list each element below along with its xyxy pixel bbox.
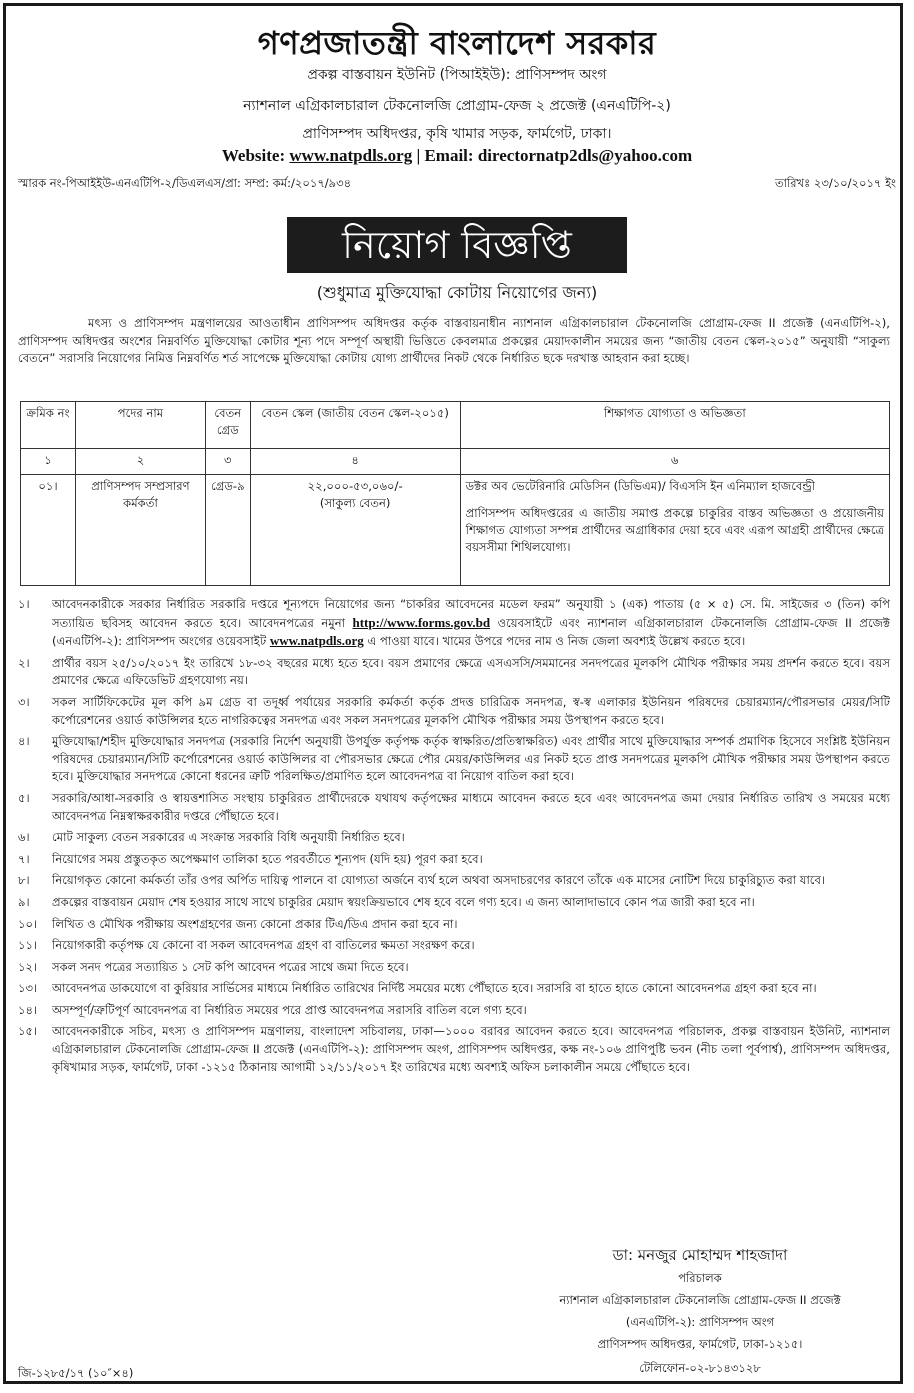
scale-value: ২২,০০০-৫৩,০৬০/- [307, 479, 403, 493]
experience-text: প্রাণিসম্পদ অধিদপ্তরের এ জাতীয় সমাপ্ত প্রকল্পে চাকুরির বাস্তব অভিজ্ঞতা ও প্রয়োজনীয় শিক্ষাগত যোগ্যতা সম্পন্ন প্রার্থীদের অগ্রাধিকার দেয়া হবে এবং এরূপ আগ্রহী প্রার্থীদের ক্ষেত্রে বয়সসীমা শিথিলযোগ্য। [465, 506, 884, 554]
item-number: ২। [18, 655, 30, 670]
list-item [18, 694, 890, 729]
item-text: মোট সাকুল্য বেতন সরকারের এ সংক্রান্ত সরকারি বিধি অনুযায়ী নির্ধারিত হবে। [52, 830, 405, 845]
signatory-name: ডা: মনজুর মোহাম্মদ শাহজাদা [612, 1246, 788, 1264]
list-item [18, 937, 890, 955]
contact-line [0, 146, 914, 166]
forms-link[interactable]: http://www.forms.gov.bd [352, 614, 491, 630]
list-item [18, 872, 890, 890]
text-part: এ পাওয়া যাবে। খামের উপরে পদের নাম ও নিজ জেলা অবশ্যই উল্লেখ করতে হবে। [363, 634, 746, 649]
item-text: প্রকল্পের বাস্তবায়ন মেয়াদ শেষ হওয়ার সাথে সাথে চাকুরির মেয়াদ স্বয়ংক্রিয়ভাবে শেষ হবে বলে গণ্য হবে। এ জন্য আলাদাভাবে কোন পত্র জারী করা হবে না। [52, 894, 755, 909]
notice-subtitle: (শুধুমাত্র মুক্তিযোদ্ধা কোটায় নিয়োগের জন্য) [316, 283, 598, 302]
intro-paragraph: মৎস্য ও প্রাণিসম্পদ মন্ত্রণালয়ের আওতাধীন প্রাণিসম্পদ অধিদপ্তর কর্তৃক বাস্তবায়নাধীন ন্যাশনাল এগ্রিকালচারাল টেকনোলজি প্রোগ্রাম-ফেজ II প্রজেক্ট (এনএটিপি-২), প্রাণিসম্পদ অধিদপ্তর অংশের নিম্নবর্ণিত মুক্তিযোদ্ধা কোটার শূন্য পদে সম্পূর্ণ অস্থায়ী ভিত্তিতে কেবলমাত্র প্রকল্পের মেয়াদকালীন সময়ের জন্য “জাতীয় বেতন স্কেল-২০১৫” অনুযায়ী “সাকুল্য বেতনে” সরাসরি নিয়োগের নিমিত্ত নিম্নবর্ণিত শর্ত সাপেক্ষে মুক্তিযোদ্ধা কোটায় যোগ্য প্রার্থীদের নিকট থেকে নির্ধারিত ছকে দরখাস্ত আহবান করা হচ্ছে। [18, 316, 890, 365]
publication-code: জি-১২৮৫/১৭ (১০″×৪) [18, 1366, 134, 1380]
qualification-text: ডক্টর অব ভেটেরিনারি মেডিসিন (ডিভিএম)/ বিএসসি ইন এনিম্যাল হাজবেন্ড্রী [465, 479, 816, 493]
col-number: ১ [21, 449, 76, 475]
text-part: ওয়েবসাইটে এবং ন্যাশনাল এগ্রিকালচারাল টেকনোলজি প্রোগ্রাম-ফেজ II প্রজেক্ট (এনএটিপি-২): প্রাণিসম্পদ অংগের ওয়েবসাইট [52, 615, 890, 649]
signatory-line-1: ন্যাশনাল এগ্রিকালচারাল টেকনোলজি প্রোগ্রাম-ফেজ II প্রজেক্ট [559, 1293, 841, 1307]
cell-qualification [460, 475, 889, 586]
notice-date: তারিখঃ ২৩/১০/২০১৭ ইং [774, 176, 896, 190]
col-number: ২ [76, 449, 206, 475]
posts-table [20, 401, 890, 586]
conditions-list [18, 596, 890, 1080]
cell-scale [250, 475, 460, 586]
item-text: সরকারি/আধা-সরকারি ও স্বায়ত্তশাসিত সংস্থায় চাকুরিরত প্রার্থীদেরকে যথাযথ কর্তৃপক্ষের মাধ্যমে আবেদন করতে হবে এবং আবেদনপত্র জমা দেয়ার নির্ধারিত তারিখ ও সময়ের মধ্যে আবেদনপত্র নিম্নস্বাক্ষরকারীর দপ্তরে পৌঁছাতে হবে। [52, 790, 890, 823]
item-text: নিয়োগকারী কর্তৃপক্ষ যে কোনো বা সকল আবেদনপত্র গ্রহণ বা বাতিলের ক্ষমতা সংরক্ষণ করে। [52, 938, 475, 953]
text-part: আবেদনকারীকে সরকার নির্ধারিত সরকারি দপ্তরে শূন্যপদে নিয়োগের জন্য “চাকরির আবেদনের মডেল ফরম” অনুযায়ী ১ (এক) পাতায় (৫ × ৫) সে. মি. সাইজের ৩ (তিন) কপি সত্যায়িত ছবিসহ আবেদন করতে হবে। আবেদনপত্রের নমুনা [52, 597, 890, 630]
item-text: নিয়োগের সময় প্রস্তুতকৃত অপেক্ষমাণ তালিকা হতে পরবর্তীতে শূন্যপদ (যদি হয়) পূরণ করা হবে। [52, 851, 483, 866]
memo-number: স্মারক নং-পিআইইউ-এনএটিপি-২/ডিএলএস/প্রা: সম্প্র: কর্ম:/২০১৭/৯৩৪ [18, 176, 352, 190]
signatory-line-2: (এনএটিপি-২): প্রাণিসম্পদ অংগ [625, 1315, 775, 1329]
item-number: ৭। [18, 851, 30, 866]
item-text: আবেদনকারীকে সচিব, মৎস্য ও প্রাণিসম্পদ মন্ত্রণালয়, বাংলাদেশ সচিবালয়, ঢাকা—১০০০ বরাবর আবেদন করতে হবে। আবেদনপত্র পরিচালক, প্রকল্প বাস্তবায়ন ইউনিট, ন্যাশনাল এগ্রিকালচারাল টেকনোলজি প্রোগ্রাম-ফেজ II প্রজেক্ট (এনএটিপি-২): প্রাণিসম্পদ অংগ, প্রাণিসম্পদ অধিদপ্তর, কক্ষ নং-১০৬ প্রাণিপুষ্টি ভবন (নীচ তলা পূর্বপার্শ্ব), প্রাণিসম্পদ অধিদপ্তর, কৃষিখামার সড়ক, ফার্মগেট, ঢাকা -১২১৫ ঠিকানায় আগামী ১২/১১/২০১৭ ইং তারিখের মধ্যে অবশ্যই অফিস চলাকালীন সময়ে পৌঁছাতে হবে। [52, 1024, 890, 1074]
govt-title: গণপ্রজাতন্ত্রী বাংলাদেশ সরকার [257, 24, 657, 62]
item-text: নিয়োগকৃত কোনো কর্মকর্তা তাঁর ওপর অর্পিত দায়িত্ব পালনে বা যোগ্যতা অর্জনে ব্যর্থ হলে অথবা অসদাচরণের কারণে তাঁকে এক মাসের নোটিশ দিয়ে চাকুরিচ্যুত করা যাবে। [52, 873, 826, 888]
item-text: প্রার্থীর বয়স ২৫/১০/২০১৭ ইং তারিখে ১৮-৩২ বছরের মধ্যে হতে হবে। বয়স প্রমাণের ক্ষেত্রে এসএসসি/সমমানের সনদপত্রের মূলকপি মৌখিক পরীক্ষার সময় প্রদর্শন করতে হবে। বয়স প্রমাণের ক্ষেত্রে এফিডেভিট গ্রহণযোগ্য নয়। [52, 655, 890, 688]
natpdls-link[interactable]: www.natpdls.org [269, 633, 364, 649]
item-number: ১১। [18, 938, 38, 953]
cell-serial: ০১। [21, 475, 76, 586]
item-text: সকল সার্টিফিকেটের মূল কপি ৯ম গ্রেড বা তদূর্ধ্ব পর্যায়ের সরকারি কর্মকর্তা কর্তৃক প্রদত্ত চারিত্রিক সনদপত্র, স্ব-স্ব এলাকার ইউনিয়ন পরিষদের চেয়ারম্যান/পৌরসভার মেয়র/সিটি কর্পোরেশনের ওয়ার্ড কাউন্সিলর হতে নাগরিকত্বের সনদপত্র এবং সকল সনদপত্রের মূলকপি মৌখিক পরীক্ষার সময় উপস্থাপন করতে হবে। [52, 694, 890, 727]
list-item [18, 1023, 890, 1076]
table-number-row [21, 449, 890, 475]
item-number: ৮। [18, 873, 30, 888]
item-number: ৪। [18, 734, 30, 749]
website-label: Website: [221, 146, 290, 165]
item-number: ১৪। [18, 1002, 38, 1017]
header-post: পদের নাম [76, 402, 206, 449]
item-text: সকল সনদ পত্রের সত্যায়িত ১ সেট কপি আবেদন পত্রের সাথে জমা দিতে হবে। [52, 959, 409, 974]
item-text [52, 596, 890, 651]
list-item [18, 596, 890, 651]
header-line-3: প্রাণিসম্পদ অধিদপ্তর, কৃষি খামার সড়ক, ফার্মগেট, ঢাকা। [302, 126, 612, 142]
item-number: ৫। [18, 790, 30, 805]
col-number: ৪ [250, 449, 460, 475]
header-grade: বেতন গ্রেড [206, 402, 251, 449]
header-serial: ক্রমিক নং [21, 402, 76, 449]
header-qualification: শিক্ষাগত যোগ্যতা ও অভিজ্ঞতা [460, 402, 889, 449]
item-number: ১৫। [18, 1024, 38, 1039]
cell-post: প্রাণিসম্পদ সম্প্রসারণ কর্মকর্তা [76, 475, 206, 586]
header-line-2: ন্যাশনাল এগ্রিকালচারাল টেকনোলজি প্রোগ্রাম-ফেজ ২ প্রজেক্ট (এনএটিপি-২) [243, 98, 671, 114]
item-text: আবেদনপত্র ডাকযোগে বা কুরিয়ার সার্ভিসের মাধ্যমে নির্ধারিত তারিখের নির্দিষ্ট সময়ের মধ্যে পৌঁছাতে হবে। সরাসরি বা হাতে হাতে কোনো আবেদনপত্র গ্রহণ করা হবে না। [52, 981, 817, 996]
list-item [18, 829, 890, 847]
scale-note: (সাকুল্য বেতন) [319, 496, 391, 510]
list-item [18, 980, 890, 998]
item-number: ১। [18, 597, 30, 611]
item-text: মুক্তিযোদ্ধা/শহীদ মুক্তিযোদ্ধার সনদপত্র (সরকারি নির্দেশ অনুযায়ী উপর্যুক্ত কর্তৃপক্ষ কর্তৃক স্বাক্ষরিত/প্রতিস্বাক্ষরিত) এবং প্রার্থীর সাথে মুক্তিযোদ্ধার সম্পর্ক প্রমাণিক হিসেবে সংশ্লিষ্ট ইউনিয়ন পরিষদের চেয়ারম্যান/সিটি কর্পোরেশনের ওয়ার্ড কাউন্সিলর বা পৌরসভার ক্ষেত্রে পৌর মেয়র/কাউন্সিলর এর নিকট হতে প্রাপ্ত সনদপত্রের মূলকপি মৌখিক পরীক্ষার সময় উপস্থাপন করতে হবে। মুক্তিযোদ্ধার সনদপত্রে কোনো ধরনের ত্রুটি পরিলক্ষিত/প্রমাণিত হলে আবেদনপত্র বা নিয়োগ বাতিল করা হবে। [52, 734, 890, 784]
header-line-1: প্রকল্প বাস্তবায়ন ইউনিট (পিআইইউ): প্রাণিসম্পদ অংগ [307, 67, 607, 83]
list-item [18, 894, 890, 912]
item-number: ১২। [18, 959, 38, 974]
list-item [18, 733, 890, 786]
item-number: ৩। [18, 694, 30, 709]
cell-grade: গ্রেড-৯ [206, 475, 251, 586]
col-number: ৬ [460, 449, 889, 475]
table-row [21, 475, 890, 586]
list-item [18, 790, 890, 825]
table-header-row [21, 402, 890, 449]
item-number: ১০। [18, 916, 38, 931]
list-item [18, 1002, 890, 1020]
col-number: ৩ [206, 449, 251, 475]
signatory-designation: পরিচালক [678, 1271, 722, 1285]
list-item [18, 916, 890, 934]
item-number: ৬। [18, 830, 30, 845]
header-scale: বেতন স্কেল (জাতীয় বেতন স্কেল-২০১৫) [250, 402, 460, 449]
list-item [18, 959, 890, 977]
email-text: | Email: directornatp2dls@yahoo.com [412, 146, 693, 165]
item-number: ১৩। [18, 981, 38, 996]
website-link[interactable]: www.natpdls.org [289, 146, 413, 165]
list-item [18, 655, 890, 690]
signatory-phone: টেলিফোন-০২-৮১৪৩১২৮ [639, 1361, 761, 1375]
item-text: লিখিত ও মৌখিক পরীক্ষায় অংশগ্রহণের জন্য কোনো প্রকার টিএ/ডিএ প্রদান করা হবে না। [52, 916, 458, 931]
list-item [18, 851, 890, 869]
item-text: অসম্পূর্ণ/ত্রুটিপূর্ণ আবেদনপত্র বা নির্ধারিত সময়ের পরে প্রাপ্ত আবেদনপত্র সরাসরি বাতিল বলে গণ্য হবে। [52, 1002, 527, 1017]
notice-title-banner: নিয়োগ বিজ্ঞপ্তি [287, 217, 627, 273]
signatory-line-3: প্রাণিসম্পদ অধিদপ্তর, ফার্মগেট, ঢাকা-১২১৫। [597, 1337, 803, 1351]
item-number: ৯। [18, 894, 30, 909]
